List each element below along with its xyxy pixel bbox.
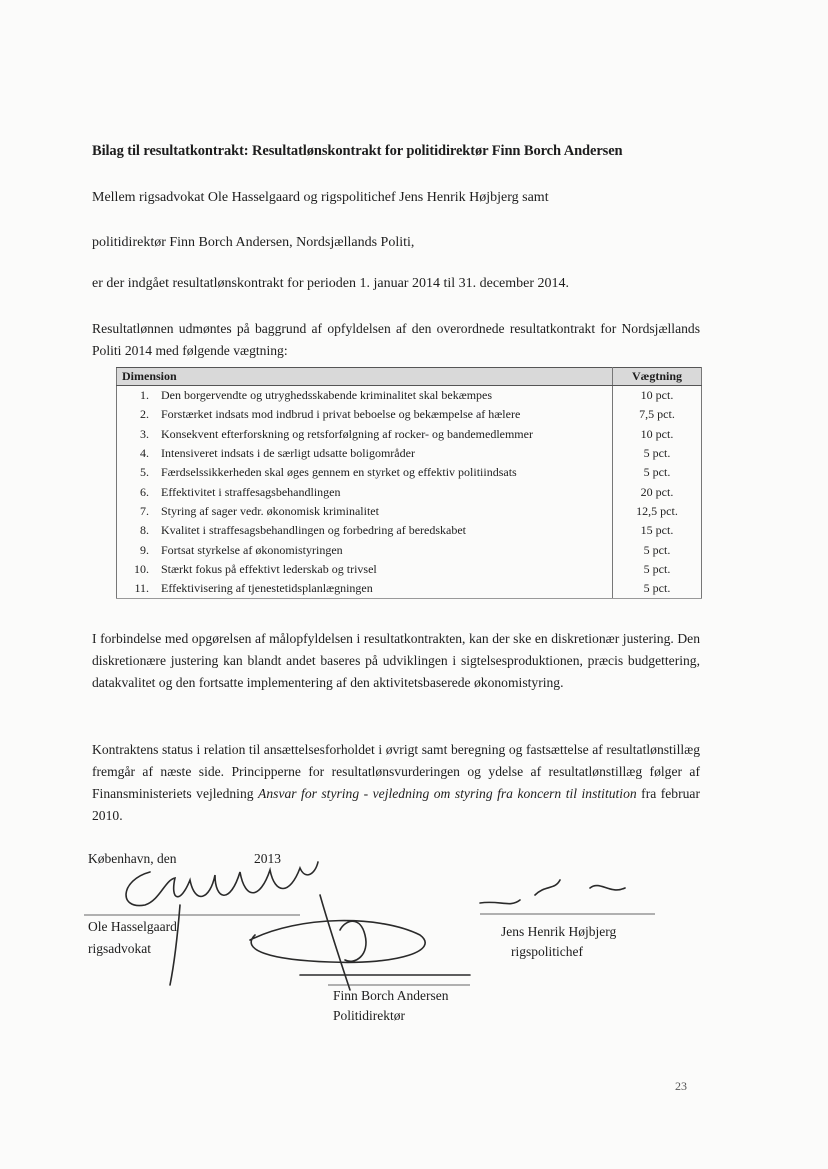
signature-year: 2013	[254, 851, 281, 866]
place-date-label: København, den	[88, 851, 177, 866]
row-dimension: Effektivisering af tjenestetidsplanlægningen	[157, 579, 613, 599]
status-text-main: Kontraktens status i relation til ansættelsesforholdet i øvrigt samt beregning og fastsættelse af resultatlønstillæg fremgår af næste side. Principperne for resultatlønsvurderingen og ydelse af resultatlønstillæg følger af Finansministeriets vejledning	[92, 742, 700, 801]
row-number: 10.	[134, 561, 149, 576]
row-number: 1.	[140, 388, 149, 403]
row-dimension: Styring af sager vedr. økonomisk kriminalitet	[161, 503, 379, 518]
row-dimension: Fortsat styrkelse af økonomistyringen	[161, 542, 343, 557]
intro-line-parties: Mellem rigsadvokat Ole Hasselgaard og rigspolitichef Jens Henrik Højbjerg samt	[92, 190, 549, 205]
header-dimension: Dimension	[117, 368, 613, 386]
intro-line-director: politidirektør Finn Borch Andersen, Nordsjællands Politi,	[92, 235, 415, 250]
row-dimension: Kvalitet i straffesagsbehandlingen og forbedring af beredskabet	[161, 523, 467, 538]
row-number: 9.	[140, 542, 149, 557]
row-dimension: Forstærket indsats mod indbrud i privat beboelse og bekæmpelse af hælere	[161, 407, 521, 422]
row-dimension: Konsekvent efterforskning og retsforfølgning af rocker- og bandemedlemmer	[161, 426, 533, 441]
left-signatory-title: rigsadvokat	[88, 941, 151, 956]
row-weight: 5 pct.	[613, 463, 702, 482]
row-weight: 5 pct.	[613, 579, 702, 599]
right-signatory-name: Jens Henrik Højbjerg	[501, 924, 617, 939]
row-number: 7.	[140, 503, 149, 518]
header-weight: Vægtning	[613, 368, 702, 386]
row-dimension: Effektivitet i straffesagsbehandlingen	[161, 484, 341, 499]
row-number: 6.	[140, 484, 149, 499]
row-weight: 15 pct.	[613, 521, 702, 540]
row-weight: 5 pct.	[613, 540, 702, 559]
row-number: 8.	[140, 523, 149, 538]
row-number: 3.	[140, 426, 149, 441]
row-weight: 10 pct.	[613, 386, 702, 406]
status-text-tail: fra februar 2010.	[92, 786, 700, 823]
row-number: 4.	[140, 446, 149, 461]
page-number: 23	[675, 1079, 687, 1093]
discretionary-text: I forbindelse med opgørelsen af målopfyldelsen i resultatkontrakten, kan der ske en diskretionær justering. Den diskretionære justering kan blandt andet baseres på udviklingen i sigtelsesproduktionen, præcis budgettering, datakvalitet og den fortsatte implementering af den aktivitetsbaserede økonomistyring.	[92, 631, 700, 690]
table-intro-text: Resultatlønnen udmøntes på baggrund af opfyldelsen af den overordnede resultatkontrakt for Nordsjællands Politi 2014 med følgende vægtning:	[92, 321, 700, 358]
center-signatory-name: Finn Borch Andersen	[333, 988, 449, 1003]
guide-title: Ansvar for styring - vejledning om styring fra koncern til institution	[258, 786, 637, 801]
row-weight: 5 pct.	[613, 444, 702, 463]
row-weight: 10 pct.	[613, 425, 702, 444]
left-signatory-name: Ole Hasselgaard	[88, 919, 177, 934]
row-weight: 5 pct.	[613, 560, 702, 579]
row-dimension: Den borgervendte og utryghedsskabende kriminalitet skal bekæmpes	[161, 388, 493, 403]
row-number: 2.	[140, 407, 149, 422]
row-weight: 20 pct.	[613, 482, 702, 501]
row-number: 11.	[117, 579, 158, 599]
right-signatory-title: rigspolitichef	[511, 944, 583, 959]
row-dimension: Færdselssikkerheden skal øges gennem en styrket og effektiv politiindsats	[161, 465, 517, 480]
page-title: Bilag til resultatkontrakt: Resultatlønskontrakt for politidirektør Finn Borch Andersen	[92, 143, 623, 159]
row-weight: 12,5 pct.	[613, 502, 702, 521]
row-weight: 7,5 pct.	[613, 405, 702, 424]
row-dimension: Stærkt fokus på effektivt lederskab og trivsel	[161, 561, 377, 576]
row-number: 5.	[140, 465, 149, 480]
center-signatory-title: Politidirektør	[333, 1008, 405, 1023]
intro-line-period: er der indgået resultatlønskontrakt for perioden 1. januar 2014 til 31. december 2014.	[92, 276, 570, 291]
row-dimension: Intensiveret indsats i de særligt udsatte boligområder	[161, 446, 415, 461]
